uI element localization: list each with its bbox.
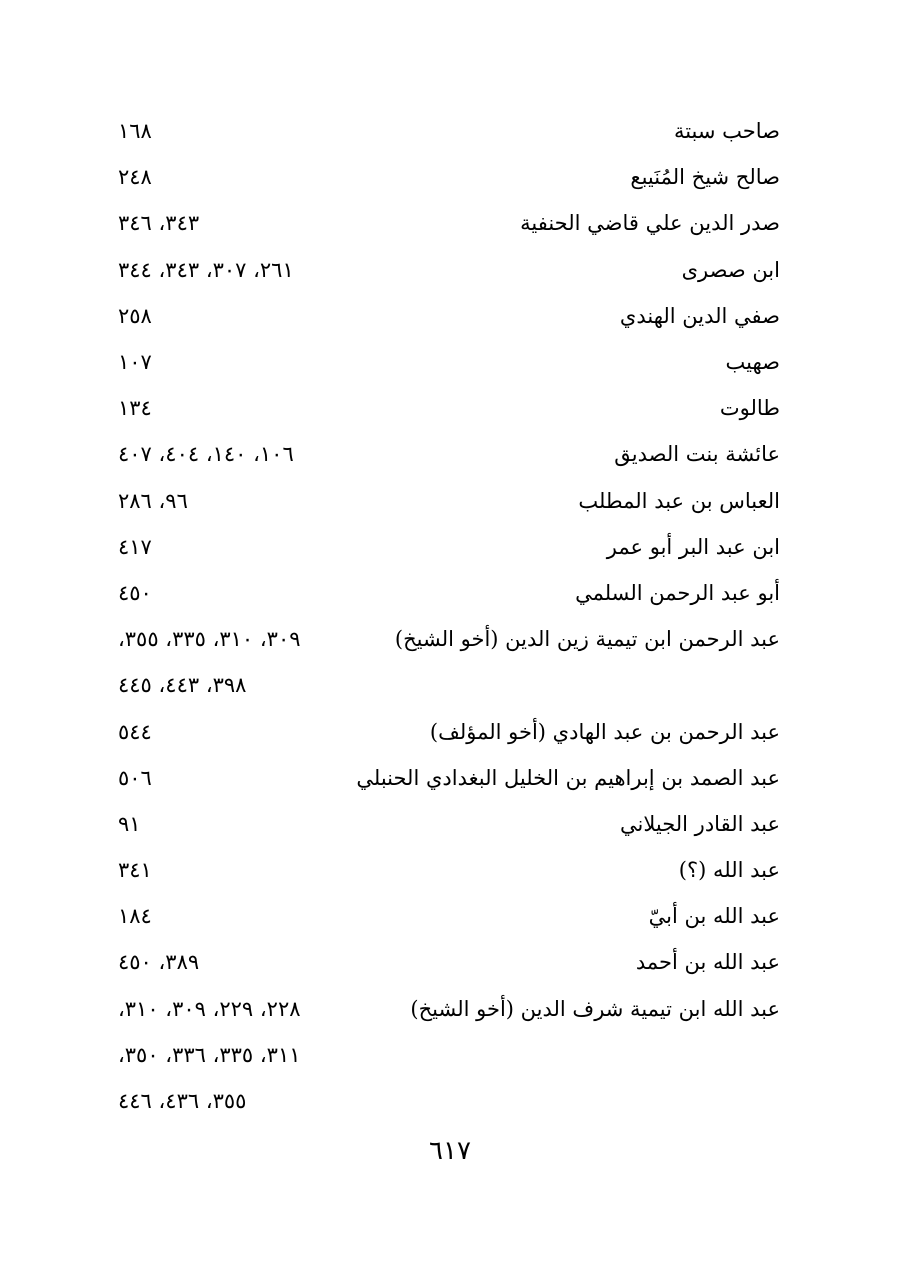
- entry-pages: ٩٦، ٢٨٦: [118, 488, 188, 513]
- entry-pages: ١٨٤: [118, 904, 152, 929]
- index-entry-continuation: [0, 1078, 900, 1124]
- index-entry: [0, 524, 900, 570]
- entry-name: صدر الدين علي قاضي الحنفية: [520, 211, 780, 236]
- index-entry: [0, 247, 900, 293]
- index-entry: [0, 339, 900, 385]
- entry-pages: ١٠٧: [118, 350, 152, 375]
- entry-name: ابن عبد البر أبو عمر: [606, 534, 780, 559]
- entry-pages: ٣٩٨، ٤٤٣، ٤٤٥: [118, 673, 247, 698]
- entry-name: عائشة بنت الصديق: [614, 442, 780, 467]
- entry-pages: ١٦٨: [118, 119, 152, 144]
- index-list: [0, 108, 900, 1124]
- entry-pages: ٢٢٨، ٢٢٩، ٣٠٩، ٣١٠،: [118, 996, 301, 1021]
- index-entry: [0, 893, 900, 939]
- index-entry: [0, 986, 900, 1032]
- entry-name: عبد الصمد بن إبراهيم بن الخليل البغدادي الحنبلي: [356, 765, 780, 790]
- entry-name: طالوت: [719, 396, 780, 421]
- entry-name: صفي الدين الهندي: [619, 303, 780, 328]
- entry-pages: ٣٠٩، ٣١٠، ٣٣٥، ٣٥٥،: [118, 627, 301, 652]
- entry-pages: ٣٨٩، ٤٥٠: [118, 950, 200, 975]
- index-entry: [0, 570, 900, 616]
- entry-name: عبد الرحمن ابن تيمية زين الدين (أخو الشيخ): [394, 627, 780, 652]
- entry-name: عبد الله بن أحمد: [635, 950, 780, 975]
- index-entry: [0, 385, 900, 431]
- entry-pages: ٢٤٨: [118, 165, 152, 190]
- index-entry-continuation: [0, 662, 900, 708]
- index-entry: [0, 801, 900, 847]
- entry-pages: ٣٤١: [118, 858, 152, 883]
- entry-pages: ١٠٦، ١٤٠، ٤٠٤، ٤٠٧: [118, 442, 294, 467]
- entry-name: عبد الله (؟): [678, 858, 780, 883]
- index-entry: [0, 431, 900, 477]
- entry-name: صاحب سبتة: [673, 119, 780, 144]
- index-entry: [0, 755, 900, 801]
- entry-pages: ٢٦١، ٣٠٧، ٣٤٣، ٣٤٤: [118, 257, 294, 282]
- entry-pages: ١٣٤: [118, 396, 152, 421]
- index-entry: [0, 616, 900, 662]
- entry-pages: ٤٥٠: [118, 580, 152, 605]
- entry-name: العباس بن عبد المطلب: [578, 488, 780, 513]
- index-entry: [0, 293, 900, 339]
- index-entry-continuation: [0, 1032, 900, 1078]
- entry-name: عبد الله ابن تيمية شرف الدين (أخو الشيخ): [410, 996, 780, 1021]
- entry-pages: ٥٤٤: [118, 719, 152, 744]
- entry-name: أبو عبد الرحمن السلمي: [575, 580, 780, 605]
- page-number: ٦١٧: [429, 1136, 471, 1166]
- entry-pages: ٢٥٨: [118, 303, 152, 328]
- entry-name: عبد القادر الجيلاني: [620, 811, 780, 836]
- entry-pages: ٤١٧: [118, 534, 152, 559]
- entry-name: عبد الرحمن بن عبد الهادي (أخو المؤلف): [429, 719, 780, 744]
- index-entry: [0, 847, 900, 893]
- entry-pages: ٥٠٦: [118, 765, 152, 790]
- entry-pages: ٣٤٣، ٣٤٦: [118, 211, 200, 236]
- entry-pages: ٩١: [118, 811, 141, 836]
- index-entry: [0, 478, 900, 524]
- index-entry: [0, 708, 900, 754]
- index-entry: [0, 154, 900, 200]
- index-entry: [0, 108, 900, 154]
- entry-name: عبد الله بن أبيّ: [648, 904, 780, 929]
- entry-name: صهيب: [725, 350, 780, 375]
- index-entry: [0, 200, 900, 246]
- index-entry: [0, 939, 900, 985]
- entry-pages: ٣٥٥، ٤٣٦، ٤٤٦: [118, 1089, 247, 1114]
- entry-name: صالح شيخ المُنَيبع: [630, 165, 780, 190]
- entry-pages: ٣١١، ٣٣٥، ٣٣٦، ٣٥٠،: [118, 1042, 301, 1067]
- entry-name: ابن صصرى: [681, 257, 780, 282]
